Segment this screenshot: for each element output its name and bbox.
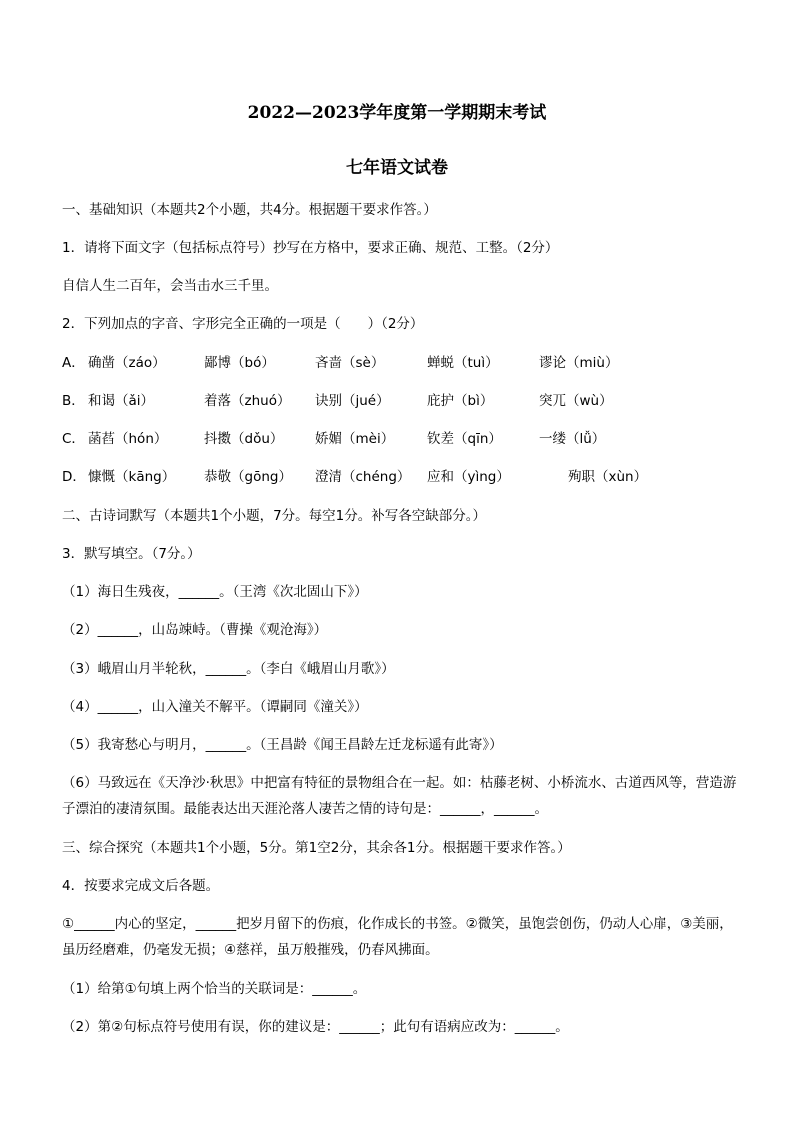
fill-line-5: （5）我寄愁心与明月，______。（王昌龄《闻王昌龄左迁龙标遥有此寄》） bbox=[62, 737, 503, 753]
option-item: 诀别（jué） bbox=[315, 393, 390, 409]
fill-line-4: （4）______，山入潼关不解平。（谭嗣同《潼关》） bbox=[62, 699, 368, 715]
question-3-stem: 3．默写填空。（7分。） bbox=[62, 546, 201, 562]
fill-line-1: （1）海日生残夜，______。（王湾《次北固山下》） bbox=[62, 584, 368, 600]
section-2-heading: 二、古诗词默写（本题共1个小题，7分。每空1分。补写各空缺部分。） bbox=[62, 508, 487, 524]
question-4-stem: 4．按要求完成文后各题。 bbox=[62, 878, 220, 894]
fill-line-2: （2）______，山岛竦峙。（曹操《观沧海》） bbox=[62, 622, 328, 638]
section-3-heading: 三、综合探究（本题共1个小题，5分。第1空2分，其余各1分。根据题干要求作答。） bbox=[62, 840, 571, 856]
question-1-stem: 1．请将下面文字（包括标点符号）抄写在方格中，要求正确、规范、工整。（2分） bbox=[62, 240, 559, 256]
option-c bbox=[62, 430, 742, 448]
exam-title: 2022—2023学年度第一学期期末考试 bbox=[247, 103, 547, 123]
option-a bbox=[62, 354, 742, 372]
option-item: 庇护（bì） bbox=[427, 393, 494, 409]
option-item: 娇媚（mèi） bbox=[315, 431, 395, 447]
option-item: 和谒（ǎi） bbox=[88, 393, 155, 409]
question-4-sub-2: （2）第②句标点符号使用有误，你的建议是：______；此句有语病应改为：______。 bbox=[62, 1019, 569, 1035]
fill-line-3: （3）峨眉山月半轮秋，______。（李白《峨眉山月歌》） bbox=[62, 661, 395, 677]
option-item: 慷慨（kāng） bbox=[88, 469, 176, 485]
option-item: 吝啬（sè） bbox=[315, 355, 385, 371]
option-item: 着落（zhuó） bbox=[204, 393, 291, 409]
option-item: 突兀（wù） bbox=[539, 393, 613, 409]
question-4-sub-1: （1）给第①句填上两个恰当的关联词是：______。 bbox=[62, 981, 367, 997]
option-item: 蝉蜕（tuì） bbox=[427, 355, 499, 371]
question-2-stem: 2．下列加点的字音、字形完全正确的一项是（ ）（2分） bbox=[62, 316, 424, 332]
exam-subtitle: 七年语文试卷 bbox=[346, 158, 448, 178]
option-item: 确凿（záo） bbox=[88, 355, 166, 371]
option-item: 抖擞（dǒu） bbox=[204, 431, 284, 447]
option-label: D． bbox=[62, 469, 86, 485]
fill-line-6: （6）马致远在《天净沙·秋思》中把富有特征的景物组合在一起。如：枯藤老树、小桥流水、古道西风等，营造游子漂泊的凄清氛围。最能表达出天涯沦落人凄苦之情的诗句是：______，______。 bbox=[62, 775, 737, 817]
option-item: 菡萏（hón） bbox=[88, 431, 168, 447]
option-item: 鄙博（bó） bbox=[204, 355, 275, 371]
option-label: B． bbox=[62, 393, 85, 409]
option-d bbox=[62, 468, 742, 486]
option-item: 谬论（miù） bbox=[539, 355, 619, 371]
option-item: 恭敬（gōng） bbox=[204, 469, 292, 485]
option-b bbox=[62, 392, 742, 410]
option-label: C． bbox=[62, 431, 85, 447]
question-4-passage: ①______内心的坚定，______把岁月留下的伤痕，化作成长的书签。②微笑，虽饱尝创伤，仍动人心扉，③美丽，虽历经磨难，仍毫发无损；④慈祥，虽万般摧残，仍春风拂面。 bbox=[62, 916, 733, 958]
option-item: 澄清（chéng） bbox=[315, 469, 411, 485]
option-item: 一缕（lǚ） bbox=[539, 431, 606, 447]
option-item: 殉职（xùn） bbox=[568, 469, 648, 485]
section-1-heading: 一、基础知识（本题共2个小题，共4分。根据题干要求作答。） bbox=[62, 202, 437, 218]
question-1-text: 自信人生二百年，会当击水三千里。 bbox=[62, 278, 278, 294]
option-item: 应和（yìng） bbox=[427, 469, 510, 485]
option-label: A． bbox=[62, 355, 85, 371]
option-item: 钦差（qīn） bbox=[427, 431, 502, 447]
